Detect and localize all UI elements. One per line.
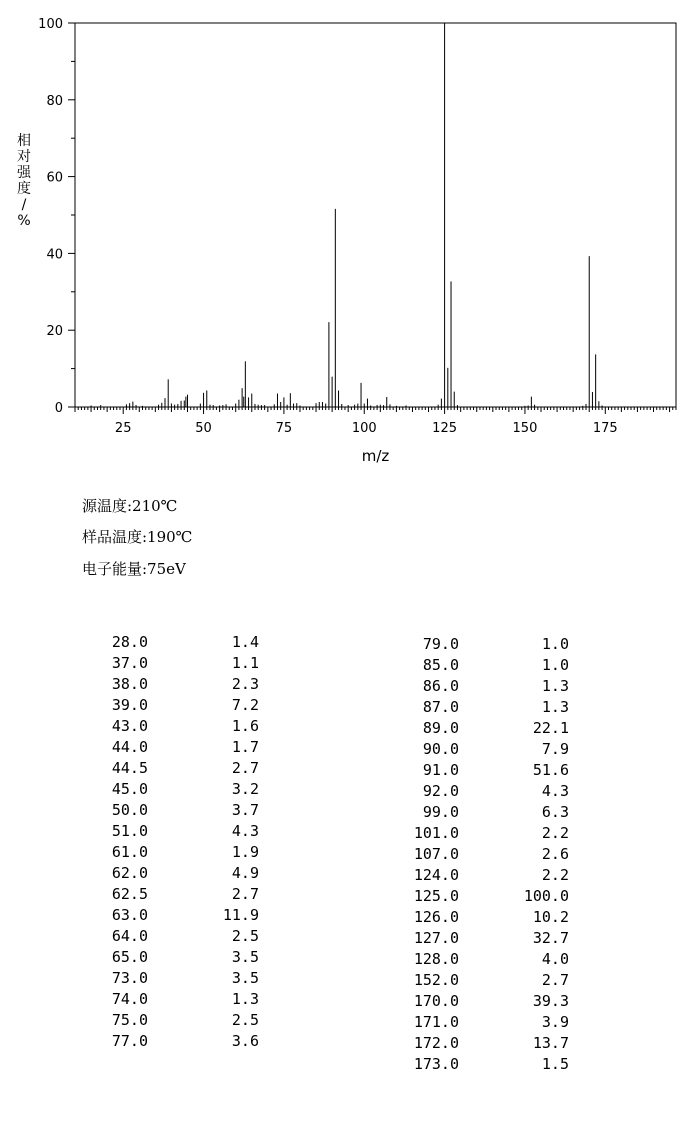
intensity-value: 3.6	[231, 1032, 259, 1050]
x-tick-label: 100	[351, 421, 377, 436]
intensity-value: 2.5	[231, 1011, 259, 1029]
mz-value: 152.0	[413, 971, 459, 989]
intensity-value: 1.4	[231, 633, 259, 651]
mz-value: 171.0	[413, 1013, 459, 1031]
mz-value: 63.0	[111, 906, 148, 924]
x-axis-label: m/z	[361, 447, 390, 465]
intensity-value: 7.2	[231, 696, 259, 714]
intensity-value: 1.3	[541, 698, 569, 716]
info-source-temp: 源温度:210℃	[82, 497, 178, 515]
mz-value: 128.0	[413, 950, 459, 968]
x-tick-label: 50	[195, 421, 212, 436]
intensity-value: 2.2	[541, 866, 569, 884]
intensity-value: 22.1	[532, 719, 569, 737]
intensity-value: 2.5	[231, 927, 259, 945]
intensity-value: 32.7	[532, 929, 569, 947]
mz-value: 28.0	[111, 633, 148, 651]
mz-value: 170.0	[413, 992, 459, 1010]
intensity-value: 1.0	[541, 656, 569, 674]
intensity-value: 2.2	[541, 824, 569, 842]
mz-value: 124.0	[413, 866, 459, 884]
intensity-value: 3.7	[231, 801, 259, 819]
intensity-value: 4.0	[541, 950, 569, 968]
x-tick-label: 25	[114, 421, 132, 436]
y-tick-label: 100	[38, 17, 63, 32]
mz-value: 125.0	[413, 887, 459, 905]
intensity-value: 4.9	[231, 864, 259, 882]
mz-value: 44.5	[111, 759, 148, 777]
mz-value: 38.0	[111, 675, 148, 693]
intensity-value: 51.6	[532, 761, 569, 779]
mz-value: 75.0	[111, 1011, 148, 1029]
mz-value: 86.0	[422, 677, 459, 695]
mz-value: 99.0	[422, 803, 459, 821]
intensity-value: 6.3	[541, 803, 569, 821]
info-electron-energy: 电子能量:75eV	[82, 560, 186, 578]
mz-value: 50.0	[111, 801, 148, 819]
intensity-value: 2.3	[231, 675, 259, 693]
intensity-value: 3.9	[541, 1013, 569, 1031]
mz-value: 62.5	[111, 885, 148, 903]
intensity-value: 3.2	[231, 780, 259, 798]
intensity-value: 11.9	[222, 906, 259, 924]
x-tick-label: 75	[275, 421, 293, 436]
y-tick-label: 40	[46, 247, 63, 263]
intensity-value: 1.5	[541, 1055, 569, 1073]
mz-value: 61.0	[111, 843, 148, 861]
mz-value: 127.0	[413, 929, 459, 947]
intensity-value: 2.7	[231, 885, 259, 903]
mz-value: 43.0	[111, 717, 148, 735]
intensity-value: 1.3	[541, 677, 569, 695]
mz-value: 37.0	[111, 654, 148, 672]
mz-value: 45.0	[111, 780, 148, 798]
mz-value: 79.0	[422, 635, 459, 653]
x-tick-label: 150	[512, 421, 538, 436]
intensity-value: 3.5	[231, 969, 259, 987]
intensity-value: 2.7	[541, 971, 569, 989]
intensity-value: 39.3	[532, 992, 569, 1010]
intensity-value: 100.0	[523, 887, 569, 905]
info-sample-temp: 样品温度:190℃	[82, 528, 193, 546]
mz-value: 77.0	[111, 1032, 148, 1050]
y-tick-label: 80	[46, 93, 63, 109]
mz-value: 85.0	[422, 656, 459, 674]
intensity-value: 2.7	[231, 759, 259, 777]
intensity-value: 1.3	[231, 990, 259, 1008]
mz-value: 65.0	[111, 948, 148, 966]
mz-value: 73.0	[111, 969, 148, 987]
intensity-value: 1.9	[231, 843, 259, 861]
intensity-value: 2.6	[541, 845, 569, 863]
mz-value: 126.0	[413, 908, 459, 926]
intensity-value: 7.9	[541, 740, 569, 758]
mz-value: 62.0	[111, 864, 148, 882]
mz-value: 172.0	[413, 1034, 459, 1052]
intensity-value: 3.5	[231, 948, 259, 966]
mz-value: 87.0	[422, 698, 459, 716]
intensity-value: 1.0	[541, 635, 569, 653]
y-axis-label: 相对强度/ %	[17, 133, 31, 229]
intensity-value: 4.3	[231, 822, 259, 840]
mz-value: 90.0	[422, 740, 459, 758]
mz-value: 74.0	[111, 990, 148, 1008]
mz-value: 107.0	[413, 845, 459, 863]
mz-value: 39.0	[111, 696, 148, 714]
mass-spectrum-chart	[0, 0, 687, 470]
intensity-value: 4.3	[541, 782, 569, 800]
intensity-value: 13.7	[532, 1034, 569, 1052]
intensity-value: 1.1	[231, 654, 259, 672]
x-tick-label: 175	[592, 421, 618, 436]
intensity-value: 1.6	[231, 717, 259, 735]
y-tick-label: 0	[54, 401, 63, 416]
plot-frame	[75, 23, 676, 407]
intensity-value: 10.2	[532, 908, 569, 926]
mz-value: 64.0	[111, 927, 148, 945]
x-tick-label: 125	[432, 421, 458, 436]
mz-value: 101.0	[413, 824, 459, 842]
y-tick-label: 60	[46, 170, 63, 186]
mz-value: 91.0	[422, 761, 459, 779]
mz-value: 92.0	[422, 782, 459, 800]
mz-value: 51.0	[111, 822, 148, 840]
mz-value: 44.0	[111, 738, 148, 756]
mz-value: 173.0	[413, 1055, 459, 1073]
mz-value: 89.0	[422, 719, 459, 737]
intensity-value: 1.7	[231, 738, 259, 756]
y-tick-label: 20	[46, 324, 63, 340]
